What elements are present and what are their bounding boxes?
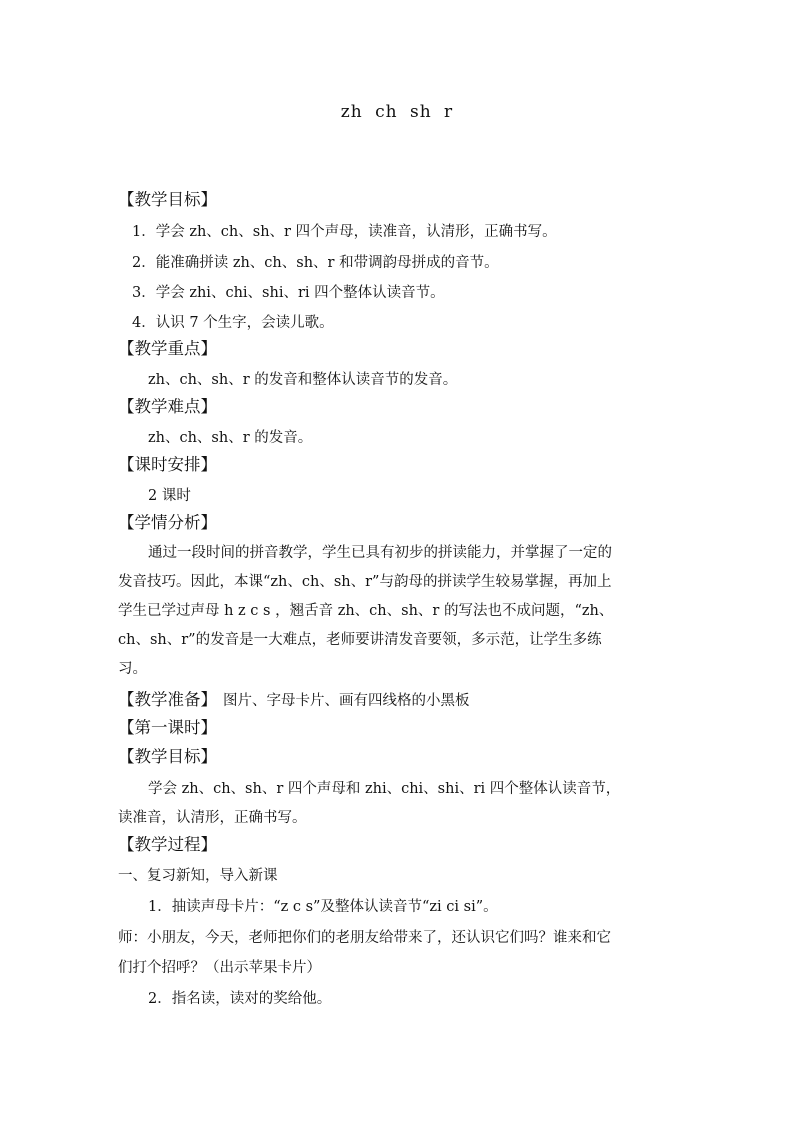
- process-step: 一、复习新知，导入新课: [118, 868, 278, 884]
- difficulty-text: zh、ch、sh、r 的发音。: [148, 430, 313, 446]
- process-heading: 【教学过程】: [118, 835, 217, 854]
- preparation-text: 图片、字母卡片、画有四线格的小黑板: [223, 693, 470, 709]
- analysis-line: 习。: [118, 661, 147, 677]
- preparation-heading: 【教学准备】: [118, 690, 217, 709]
- goal-item: 3．学会 zhi、chi、shi、ri 四个整体认读音节。: [132, 285, 445, 301]
- lesson-goals-line: 学会 zh、ch、sh、r 四个声母和 zhi、chi、shi、ri 四个整体认读音节，: [148, 781, 621, 797]
- analysis-line: 学生已学过声母 h z c s ，翘舌音 zh、ch、sh、r 的写法也不成问题，“zh、: [118, 603, 614, 619]
- first-lesson-heading: 【第一课时】: [118, 718, 217, 737]
- difficulty-heading: 【教学难点】: [118, 397, 217, 416]
- key-points-text: zh、ch、sh、r 的发音和整体认读音节的发音。: [148, 372, 458, 388]
- lesson-goals-line: 读准音，认清形，正确书写。: [118, 810, 307, 826]
- goal-item: 4．认识 7 个生字，会读儿歌。: [132, 315, 334, 331]
- goals-heading: 【教学目标】: [118, 190, 217, 209]
- analysis-heading: 【学情分析】: [118, 513, 217, 532]
- preparation-row: [118, 689, 678, 712]
- lesson-goals-heading: 【教学目标】: [118, 747, 217, 766]
- schedule-text: 2 课时: [148, 488, 191, 504]
- key-points-heading: 【教学重点】: [118, 339, 217, 358]
- process-item: 2．指名读，读对的奖给他。: [148, 991, 332, 1007]
- schedule-heading: 【课时安排】: [118, 455, 217, 474]
- analysis-line: 通过一段时间的拼音教学，学生已具有初步的拼读能力，并掌握了一定的: [148, 545, 612, 561]
- document-title: zh ch sh r: [340, 102, 454, 122]
- teacher-line: 师：小朋友，今天，老师把你们的老朋友给带来了，还认识它们吗？谁来和它: [118, 930, 611, 946]
- teacher-line: 们打个招呼？（出示苹果卡片）: [118, 960, 321, 976]
- goal-item: 2．能准确拼读 zh、ch、sh、r 和带调韵母拼成的音节。: [132, 255, 499, 271]
- analysis-line: ch、sh、r”的发音是一大难点，老师要讲清发音要领，多示范，让学生多练: [118, 632, 602, 648]
- analysis-line: 发音技巧。因此，本课“zh、ch、sh、r”与韵母的拼读学生较易掌握，再加上: [118, 574, 612, 590]
- process-item: 1．抽读声母卡片：“z c s”及整体认读音节“zi ci si”。: [148, 899, 498, 915]
- goal-item: 1．学会 zh、ch、sh、r 四个声母，读准音，认清形，正确书写。: [132, 224, 557, 240]
